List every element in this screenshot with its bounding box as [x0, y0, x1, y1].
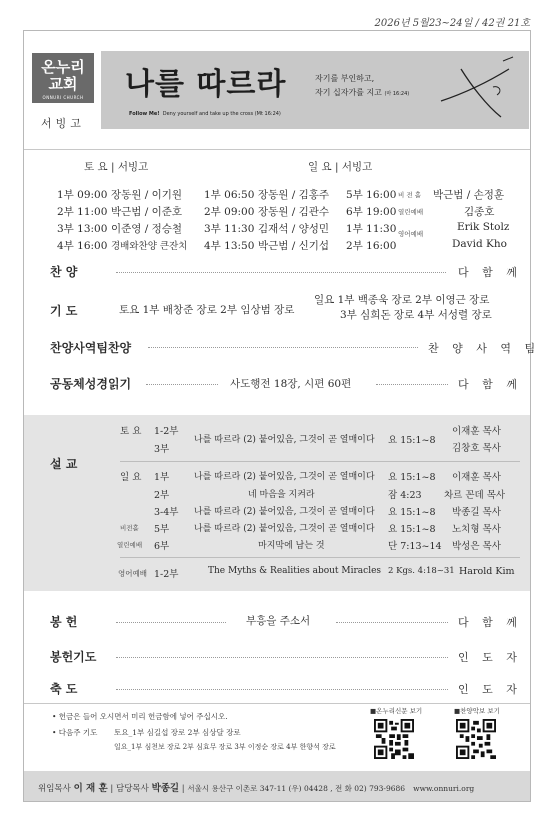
sun-names: 장동원 / 김홍주: [258, 189, 330, 201]
divider: [120, 461, 520, 462]
senior-pastor-label: 위임목사: [38, 784, 71, 794]
sat-header: 토 요 | 서빙고: [84, 161, 149, 173]
theme-verse-ref: (마 16:24): [384, 91, 410, 97]
benediction-leader: 인 도 자: [458, 683, 522, 696]
leader-line: [146, 384, 218, 385]
sermon-title: 나를 따르라 (2) 붙어있음, 그것이 곧 열매이다: [194, 524, 375, 534]
sermon-part: 2부: [154, 490, 170, 501]
english-service-tag: 영어예배: [398, 230, 424, 238]
hymn-label: 찬 양: [50, 265, 78, 279]
sermon-label: 설 교: [50, 457, 78, 471]
venue-tag: 열린예배: [398, 208, 424, 216]
sermon-pastor: 이재훈 목사: [452, 426, 501, 437]
next-week-prayer-sat: 토요_1부 심길섭 장로 2부 심상달 장로: [114, 728, 241, 737]
sun-names: Erik Stolz: [457, 221, 510, 233]
sermon-pastor: 노치형 목사: [452, 524, 501, 535]
venue-tag: 비 전 홀: [398, 191, 421, 199]
sun-names: 김재석 / 양성민: [258, 223, 330, 235]
sat-names: 경배와찬양 큰잔치: [111, 241, 188, 252]
leader-line: [148, 347, 418, 348]
offering-note: • 헌금은 들어 오시면서 미리 헌금함에 넣어 주십시오.: [52, 712, 228, 721]
banner: [24, 31, 530, 151]
leader-line: [336, 622, 448, 623]
qr-newspaper-label: ■온누리신문 보기: [370, 707, 423, 715]
campus-name: 서빙고: [41, 117, 85, 130]
sermon-ref: 단 7:13~14: [388, 541, 442, 552]
church-address: 서울시 용산구 이촌로 347-11 (우) 04428 , 전 화 02) 793-9686: [187, 784, 406, 793]
qr-score-label: ■찬양악보 보기: [454, 707, 500, 715]
sermon-part: 1-2부: [154, 426, 179, 437]
sun-names: David Kho: [452, 238, 507, 250]
prayer-sun-2: 3부 심희돈 장로 4부 서성렬 장로: [340, 309, 492, 321]
leader-line: [116, 622, 226, 623]
sun-names: 김종호: [464, 206, 495, 218]
offering-label: 봉 헌: [50, 615, 78, 629]
sun-time: 5부 16:00: [346, 189, 397, 201]
sermon-title: 나를 따르라 (2) 붙어있음, 그것이 곧 열매이다: [194, 472, 375, 482]
sun-time: 3부 11:30: [204, 223, 255, 235]
praise-team: 찬 양 사 역 팀: [428, 342, 541, 355]
pastor-label: 담당목사: [116, 784, 149, 794]
pastor-name: 박종길: [151, 783, 180, 794]
english-service-tag: 영어예배: [118, 569, 147, 578]
sermon-title: The Myths & Realities about Miracles: [208, 566, 382, 576]
sermon-pastor: 차르 꼰데 목사: [444, 490, 506, 501]
leader-line: [116, 689, 448, 690]
sermon-pastor: 박종길 목사: [452, 507, 501, 518]
sermon-part: 3부: [154, 444, 170, 455]
footer-info: 위임목사 이 재 훈 | 담당목사 박종길 | 서울시 용산구 이촌로 347-11 (우) 04428 , 전 화 02) 793-9686 www.onnuri.org: [38, 783, 475, 794]
sermon-pastor: Harold Kim: [459, 566, 515, 577]
divider: [24, 149, 530, 150]
senior-pastor-name: 이 재 훈: [73, 783, 108, 794]
next-week-prayer-label: • 다음주 기도: [52, 728, 98, 737]
benediction-label: 축 도: [50, 682, 78, 696]
hymn-leader: 다 함 께: [458, 266, 522, 279]
sat-time: 2부 11:00: [57, 206, 108, 218]
prayer-label: 기 도: [50, 304, 78, 318]
scripture-label: 공동체성경읽기: [50, 377, 132, 391]
sermon-day: 일 요: [120, 472, 142, 483]
theme-banner: [101, 51, 529, 129]
sat-time: 1부 09:00: [57, 189, 108, 201]
offering-prayer-leader: 인 도 자: [458, 651, 522, 664]
praise-label: 찬양사역팀찬양: [50, 341, 132, 355]
sun-names: 박근범 / 신기섭: [258, 240, 330, 252]
sermon-title: 네 마음을 지켜라: [248, 490, 315, 500]
sun-time: 2부 16:00: [346, 240, 397, 252]
theme-title: 나를 따르라: [125, 67, 287, 102]
offering-prayer-label: 봉헌기도: [50, 650, 97, 664]
sat-names: 박근범 / 이준호: [111, 206, 183, 218]
next-week-prayer-sun: 일요_1부 심천보 장로 2부 심효무 장로 3부 이정순 장로 4부 한향석 장로: [114, 743, 336, 751]
score-qr-icon[interactable]: [456, 719, 496, 759]
sun-names: 장동원 / 김관수: [258, 206, 330, 218]
theme-verse-line1: 자기를 부인하고,: [315, 74, 375, 83]
logo-line1: 온누리: [41, 58, 85, 76]
sermon-part: 1-2부: [154, 569, 179, 580]
sun-time: 2부 09:00: [204, 206, 255, 218]
scripture-passage: 사도행전 18장, 시편 60편: [230, 378, 352, 390]
sermon-title: 나를 따르라 (2) 붙어있음, 그것이 곧 열매이다: [194, 507, 375, 517]
sermon-ref: 요 15:1~8: [388, 507, 436, 518]
logo-english: ONNURI CHURCH: [42, 95, 84, 100]
scripture-leader: 다 함 께: [458, 378, 522, 391]
sermon-ref: 잠 4:23: [388, 490, 422, 501]
leader-line: [116, 657, 448, 658]
sun-time: 1부 06:50: [204, 189, 255, 201]
church-website[interactable]: www.onnuri.org: [413, 784, 475, 793]
leader-line: [376, 384, 448, 385]
prayer-sat: 토요 1부 배창준 장로 2부 임상범 장로: [119, 304, 295, 316]
sun-time: 1부 11:30: [346, 223, 397, 235]
sermon-title: 마지막에 남는 것: [258, 541, 325, 551]
sun-header: 일 요 | 서빙고: [308, 161, 373, 173]
sat-names: 이준영 / 정승철: [111, 223, 183, 235]
sun-time: 6부 19:00: [346, 206, 397, 218]
footer: [24, 771, 530, 801]
offering-hymn: 부흥을 주소서: [246, 615, 311, 627]
cross-sketch-icon: [431, 55, 521, 125]
sermon-ref: 2 Kgs. 4:18~31: [388, 566, 455, 576]
sat-time: 4부 16:00: [57, 240, 108, 252]
sun-names: 박근범 / 손정훈: [433, 189, 505, 201]
sermon-part: 3-4부: [154, 507, 179, 518]
theme-english: Follow Me! Deny yourself and take up the cross (Mt 16:24): [129, 111, 281, 117]
sat-time: 3부 13:00: [57, 223, 108, 235]
sermon-pastor: 박성은 목사: [452, 541, 501, 552]
divider: [24, 703, 530, 704]
sermon-ref: 요 15:1~8: [388, 435, 436, 446]
sermon-ref: 요 15:1~8: [388, 524, 436, 535]
venue-tag: 열린예배: [117, 541, 143, 549]
church-logo: [32, 53, 94, 103]
bulletin-frame: [23, 30, 541, 802]
leader-line: [116, 272, 446, 273]
theme-verse-line2: 자기 십자가를 지고 (마 16:24): [315, 88, 410, 97]
sermon-day: 토 요: [120, 426, 142, 437]
divider: [120, 557, 520, 558]
sun-time: 4부 13:50: [204, 240, 255, 252]
bulletin-date: 2026년 5월23~24일 / 42권 21호: [374, 18, 530, 29]
sermon-title: 나를 따르라 (2) 붙어있음, 그것이 곧 열매이다: [194, 435, 375, 445]
newspaper-qr-icon[interactable]: [374, 719, 414, 759]
sermon-part: 5부: [154, 524, 170, 535]
sermon-pastor: 이재훈 목사: [452, 472, 501, 483]
logo-line2: 교회: [48, 75, 78, 93]
sermon-part: 6부: [154, 541, 170, 552]
sermon-pastor: 김창호 목사: [452, 443, 501, 454]
sermon-ref: 요 15:1~8: [388, 472, 436, 483]
sat-names: 장동원 / 이기원: [111, 189, 183, 201]
prayer-sun-1: 일요 1부 백종욱 장로 2부 이영근 장로: [314, 294, 490, 306]
offering-leader: 다 함 께: [458, 616, 522, 629]
sermon-part: 1부: [154, 472, 170, 483]
venue-tag: 비전홀: [120, 524, 139, 532]
